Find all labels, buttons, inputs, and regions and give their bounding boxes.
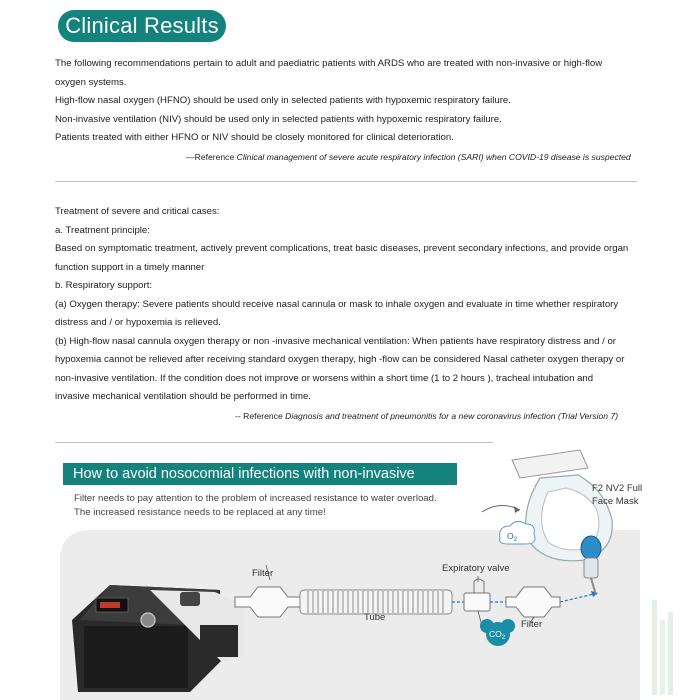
page-title: Clinical Results [58,10,226,42]
decor-bar [668,612,673,695]
filter-right-label: Filter [521,619,543,630]
decor-bar [660,620,665,695]
section2-line: distress and / or hypoxemia is relieved. [55,317,221,328]
co2-text: $CO_2$ [489,629,506,641]
section1-line: Non-invasive ventilation (NIV) should be used only in selected patients with hypoxemic respiratory failure. [55,113,502,125]
reference-title: Clinical management of severe acute respiratory infection (SARI) when COVID-19 disease is suspected [236,152,631,162]
section2-line: invasive mechanical ventilation should be performed in time. [55,391,311,402]
section2-line: (b) High-flow nasal cannula oxygen therapy or non -invasive mechanical ventilation: When patients have respiratory distress and / or [55,335,616,347]
section2-line: (a) Oxygen therapy: Severe patients should receive nasal cannula or mask to inhale oxygen and evaluate in time whether respiratory [55,298,619,310]
tube-label: Tube [364,612,386,623]
reference-prefix: -- Reference [235,411,283,421]
arrow-icon [514,506,520,513]
section2-reference [235,411,618,421]
mask-label-line2: Face Mask [592,496,639,507]
filter-note: Filter needs to pay attention to the problem of increased resistance to water overload. [74,493,437,504]
filter-left-label: Filter [252,568,274,579]
section1-line: High-flow nasal oxygen (HFNO) should be used only in selected patients with hypoxemic respiratory failure. [55,95,511,106]
o2-text: $O_2$ [507,531,517,543]
section2-line: hypoxemia cannot be relieved after receiving standard oxygen therapy, high -flow can be considered Nasal catheter oxygen therapy or [55,354,625,365]
mask-label-line1: F2 NV2 Full [592,483,643,494]
decor-bar [652,600,657,695]
expiratory-valve-label: Expiratory valve [442,563,510,574]
section2-line: b. Respiratory support: [55,280,153,291]
section1-reference [186,152,631,162]
reference-prefix: —Reference [186,152,235,162]
o2-cloud-icon [500,521,535,544]
section2-line: non-invasive ventilation. If the condition does not improve or worsens within a short time (1 to 2 hours ), tracheal intubation and [55,372,594,384]
divider [55,181,637,182]
section2-line: Based on symptomatic treatment, actively prevent complications, treat basic diseases, prevent secondary infections, and provide organ [55,243,629,254]
nosocomial-heading: How to avoid nosocomial infections with non-invasive [63,463,457,485]
section2-line: function support in a timely manner [55,261,205,273]
section1-line: Patients treated with either HFNO or NIV should be closely monitored for clinical deterioration. [55,132,454,143]
section1-text [55,55,602,148]
section2-line: Treatment of severe and critical cases: [55,206,220,217]
section1-line: The following recommendations pertain to adult and paediatric patients with ARDS who are treated with non-invasive or high-flow [55,58,603,69]
reference-title: Diagnosis and treatment of pneumonitis for a new coronavirus infection (Trial Version 7) [285,411,619,421]
filter-note: The increased resistance needs to be replaced at any time! [74,507,326,518]
section2-text [55,203,628,407]
section2-line: a. Treatment principle: [55,224,150,236]
tube-icon [300,590,452,614]
section1-line: oxygen systems. [55,76,127,88]
